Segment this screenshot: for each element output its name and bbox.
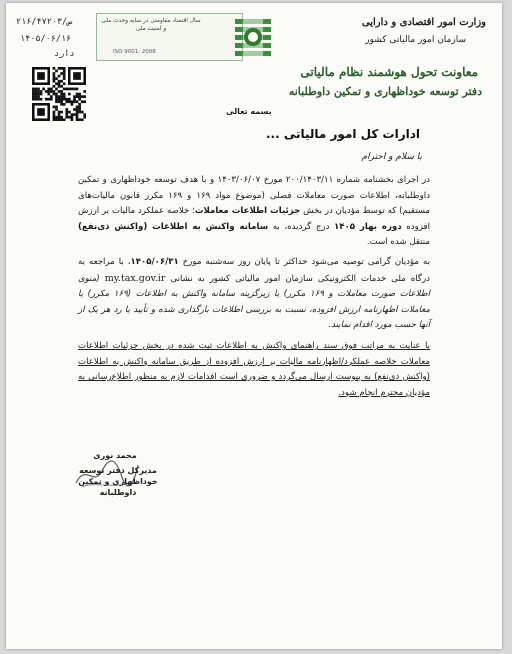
p1-bold-system: سامانه واکنش به اطلاعات (واکنش ذی‌نفع) <box>78 221 269 232</box>
letter-number: ۲۱۶/۴۷۲۰۳/ص <box>16 17 73 27</box>
qr-code-graphic <box>32 67 86 121</box>
greeting: با سلام و احترام <box>361 152 422 162</box>
p2-bold-deadline: ۱۴۰۵/۰۶/۳۱ <box>130 257 179 267</box>
paragraph-2 <box>78 255 430 334</box>
p1-text-g: منتقل شده است. <box>366 237 430 247</box>
handwritten-signature <box>72 453 142 493</box>
organization-name: سازمان امور مالیاتی کشور <box>365 35 466 45</box>
signature-name: محمد نوری <box>93 451 137 460</box>
p1-text-c: ؛ خلاصه عملکرد مالیات بر ارزش افزوده <box>78 206 430 232</box>
iso-label: ISO 9001: 2008 <box>113 49 156 55</box>
p2-text-e: (منوی اطلاعات صورت معاملات و ۱۶۹ مکرر) یا زیرگزینه سامانه واکنش به اطلاعات (۱۶۹ مکرر) یا معاملات اظهارنامه ارزش افزوده، نسبت به بررسی اطلاعات بارگذاری شده و تأیید یا رد هر یک از آنها حسب مورد اقدام نمایند. <box>78 273 430 330</box>
qr-code <box>32 67 86 121</box>
p2-text-c: ، با مراجعه به درگاه ملی خدمات الکترونیکی سازمان امور مالیاتی کشور به نشانی <box>78 257 430 284</box>
letter-date: ۱۴۰۵/۰۶/۱۶ <box>20 34 72 44</box>
portal-url-link[interactable]: my.tax.gov.ir <box>104 272 166 284</box>
recipient: ادارات کل امور مالیاتی ... <box>265 127 420 141</box>
office-title: دفتر توسعه خوداظهاری و تمکین داوطلبانه <box>288 85 482 98</box>
p2-text-a: به مؤدیان گرامی توصیه می‌شود حداکثر تا پایان روز سه‌شنبه مورخ <box>178 257 430 267</box>
tax-organization-emblem-icon <box>231 13 275 63</box>
p1-bold-transactions: جزئیات اطلاعات معاملات <box>194 206 301 216</box>
letter-attachment: دارد <box>54 49 75 59</box>
header-banner <box>96 13 243 61</box>
p1-text-e: درج گردیده، به <box>268 221 335 232</box>
banner-slogan: سال اقتصاد مقاومتی در سایه وحدت ملی و امنیت ملی <box>101 18 201 32</box>
p1-text-a: در اجرای بخشنامه شماره ۲۰۰/۱۴۰۳/۱۱ مورخ ۱۴۰۳/۰۶/۰۷ و با هدف توسعه خوداظهاری و تمکین داوطلبانه، اطلاعات صورت معاملات فصلی (موضوع مواد ۱۶۹ و ۱۶۹ مکرر قانون مالیات‌های مستقیم) که توسط مؤدیان در بخش <box>78 175 430 216</box>
paragraph-3: با عنایت به مراتب فوق سند راهنمای واکنش به اطلاعات ثبت شده در بخش جزئیات اطلاعات معاملات خلاصه عملکرد/اظهارنامه مالیات بر ارزش افزوده از طریق سامانه واکنش به اطلاعات (واکنش ذی‌نفع) به پیوست ارسال می‌گردد و ضروری است اقدامات لازم به منظور اطلاع‌رسانی به مؤدیان محترم انجام شود. <box>78 341 430 398</box>
letter-page <box>6 3 502 649</box>
deputy-title: معاونت تحول هوشمند نظام مالیاتی <box>300 65 478 79</box>
ministry-name: وزارت امور اقتصادی و دارایی <box>361 17 486 28</box>
p1-bold-period: دوره بهار ۱۴۰۵ <box>334 221 402 232</box>
paragraph-1 <box>78 173 430 251</box>
signature-title: مدیرکل دفتر توسعه خوداظهاری و تمکین داوطلبانه <box>78 466 158 497</box>
bismillah: بسمه تعالی <box>226 107 272 116</box>
